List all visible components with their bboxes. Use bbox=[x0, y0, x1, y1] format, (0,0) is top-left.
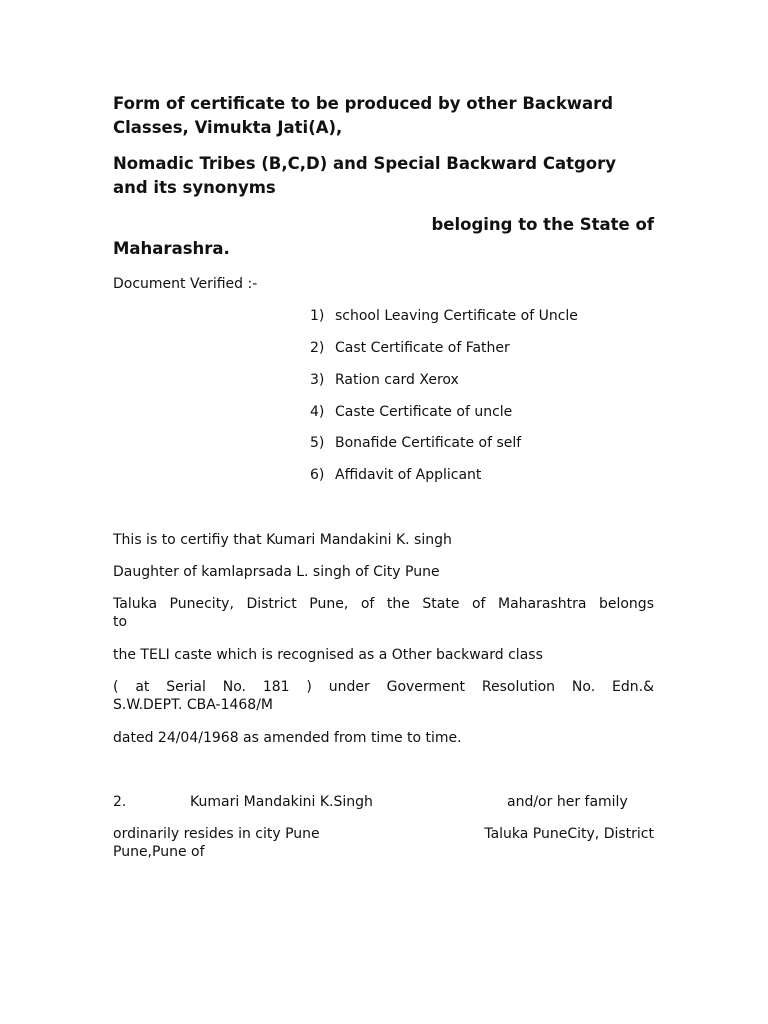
list-item-text: Bonafide Certificate of self bbox=[335, 435, 522, 451]
list-item bbox=[310, 339, 510, 357]
heading-line-3: Nomadic Tribes (B,C,D) and Special Backward Catgory bbox=[113, 154, 617, 173]
heading-line-6: Maharashra. bbox=[113, 239, 230, 258]
heading-line-5: beloging to the State of bbox=[431, 215, 654, 234]
heading-line-2: Classes, Vimukta Jati(A), bbox=[113, 118, 343, 137]
certify-line-5b: S.W.DEPT. CBA-1468/M bbox=[113, 697, 274, 713]
heading-line-1: Form of certificate to be produced by other Backward bbox=[113, 94, 614, 113]
list-item bbox=[310, 371, 459, 389]
certify-line-3a: Taluka Punecity, District Pune, of the State of Maharashtra belongs bbox=[113, 596, 654, 612]
list-item bbox=[310, 466, 481, 484]
list-item-text: Ration card Xerox bbox=[335, 372, 459, 388]
certify-line-1: This is to certifiy that Kumari Mandakini K. singh bbox=[113, 532, 452, 548]
para2-name: Kumari Mandakini K.Singh bbox=[190, 794, 373, 810]
para2-line2-left: ordinarily resides in city Pune bbox=[113, 826, 320, 842]
heading-line-4: and its synonyms bbox=[113, 178, 276, 197]
list-item-text: Affidavit of Applicant bbox=[335, 467, 482, 483]
certify-line-4: the TELI caste which is recognised as a Other backward class bbox=[113, 647, 543, 663]
list-item bbox=[310, 434, 521, 452]
para2-family: and/or her family bbox=[507, 794, 628, 810]
para2-line3: Pune,Pune of bbox=[113, 844, 205, 860]
list-item-number: 1) bbox=[310, 308, 325, 324]
list-item bbox=[310, 307, 578, 325]
list-item-number: 6) bbox=[310, 467, 325, 483]
certify-line-2: Daughter of kamlaprsada L. singh of City Pune bbox=[113, 564, 440, 580]
list-item-text: Caste Certificate of uncle bbox=[335, 404, 513, 420]
verified-label: Document Verified :- bbox=[113, 276, 258, 292]
list-item-text: Cast Certificate of Father bbox=[335, 340, 510, 356]
certify-line-6: dated 24/04/1968 as amended from time to time. bbox=[113, 730, 462, 746]
list-item bbox=[310, 403, 512, 421]
para2-line2-right: Taluka PuneCity, District bbox=[484, 826, 654, 842]
para2-number: 2. bbox=[113, 794, 127, 810]
list-item-text: school Leaving Certificate of Uncle bbox=[335, 308, 578, 324]
list-item-number: 2) bbox=[310, 340, 325, 356]
list-item-number: 5) bbox=[310, 435, 325, 451]
certify-line-5a: ( at Serial No. 181 ) under Goverment Resolution No. Edn.& bbox=[113, 679, 654, 695]
certify-line-3b: to bbox=[113, 614, 128, 630]
list-item-number: 3) bbox=[310, 372, 325, 388]
list-item-number: 4) bbox=[310, 404, 325, 420]
